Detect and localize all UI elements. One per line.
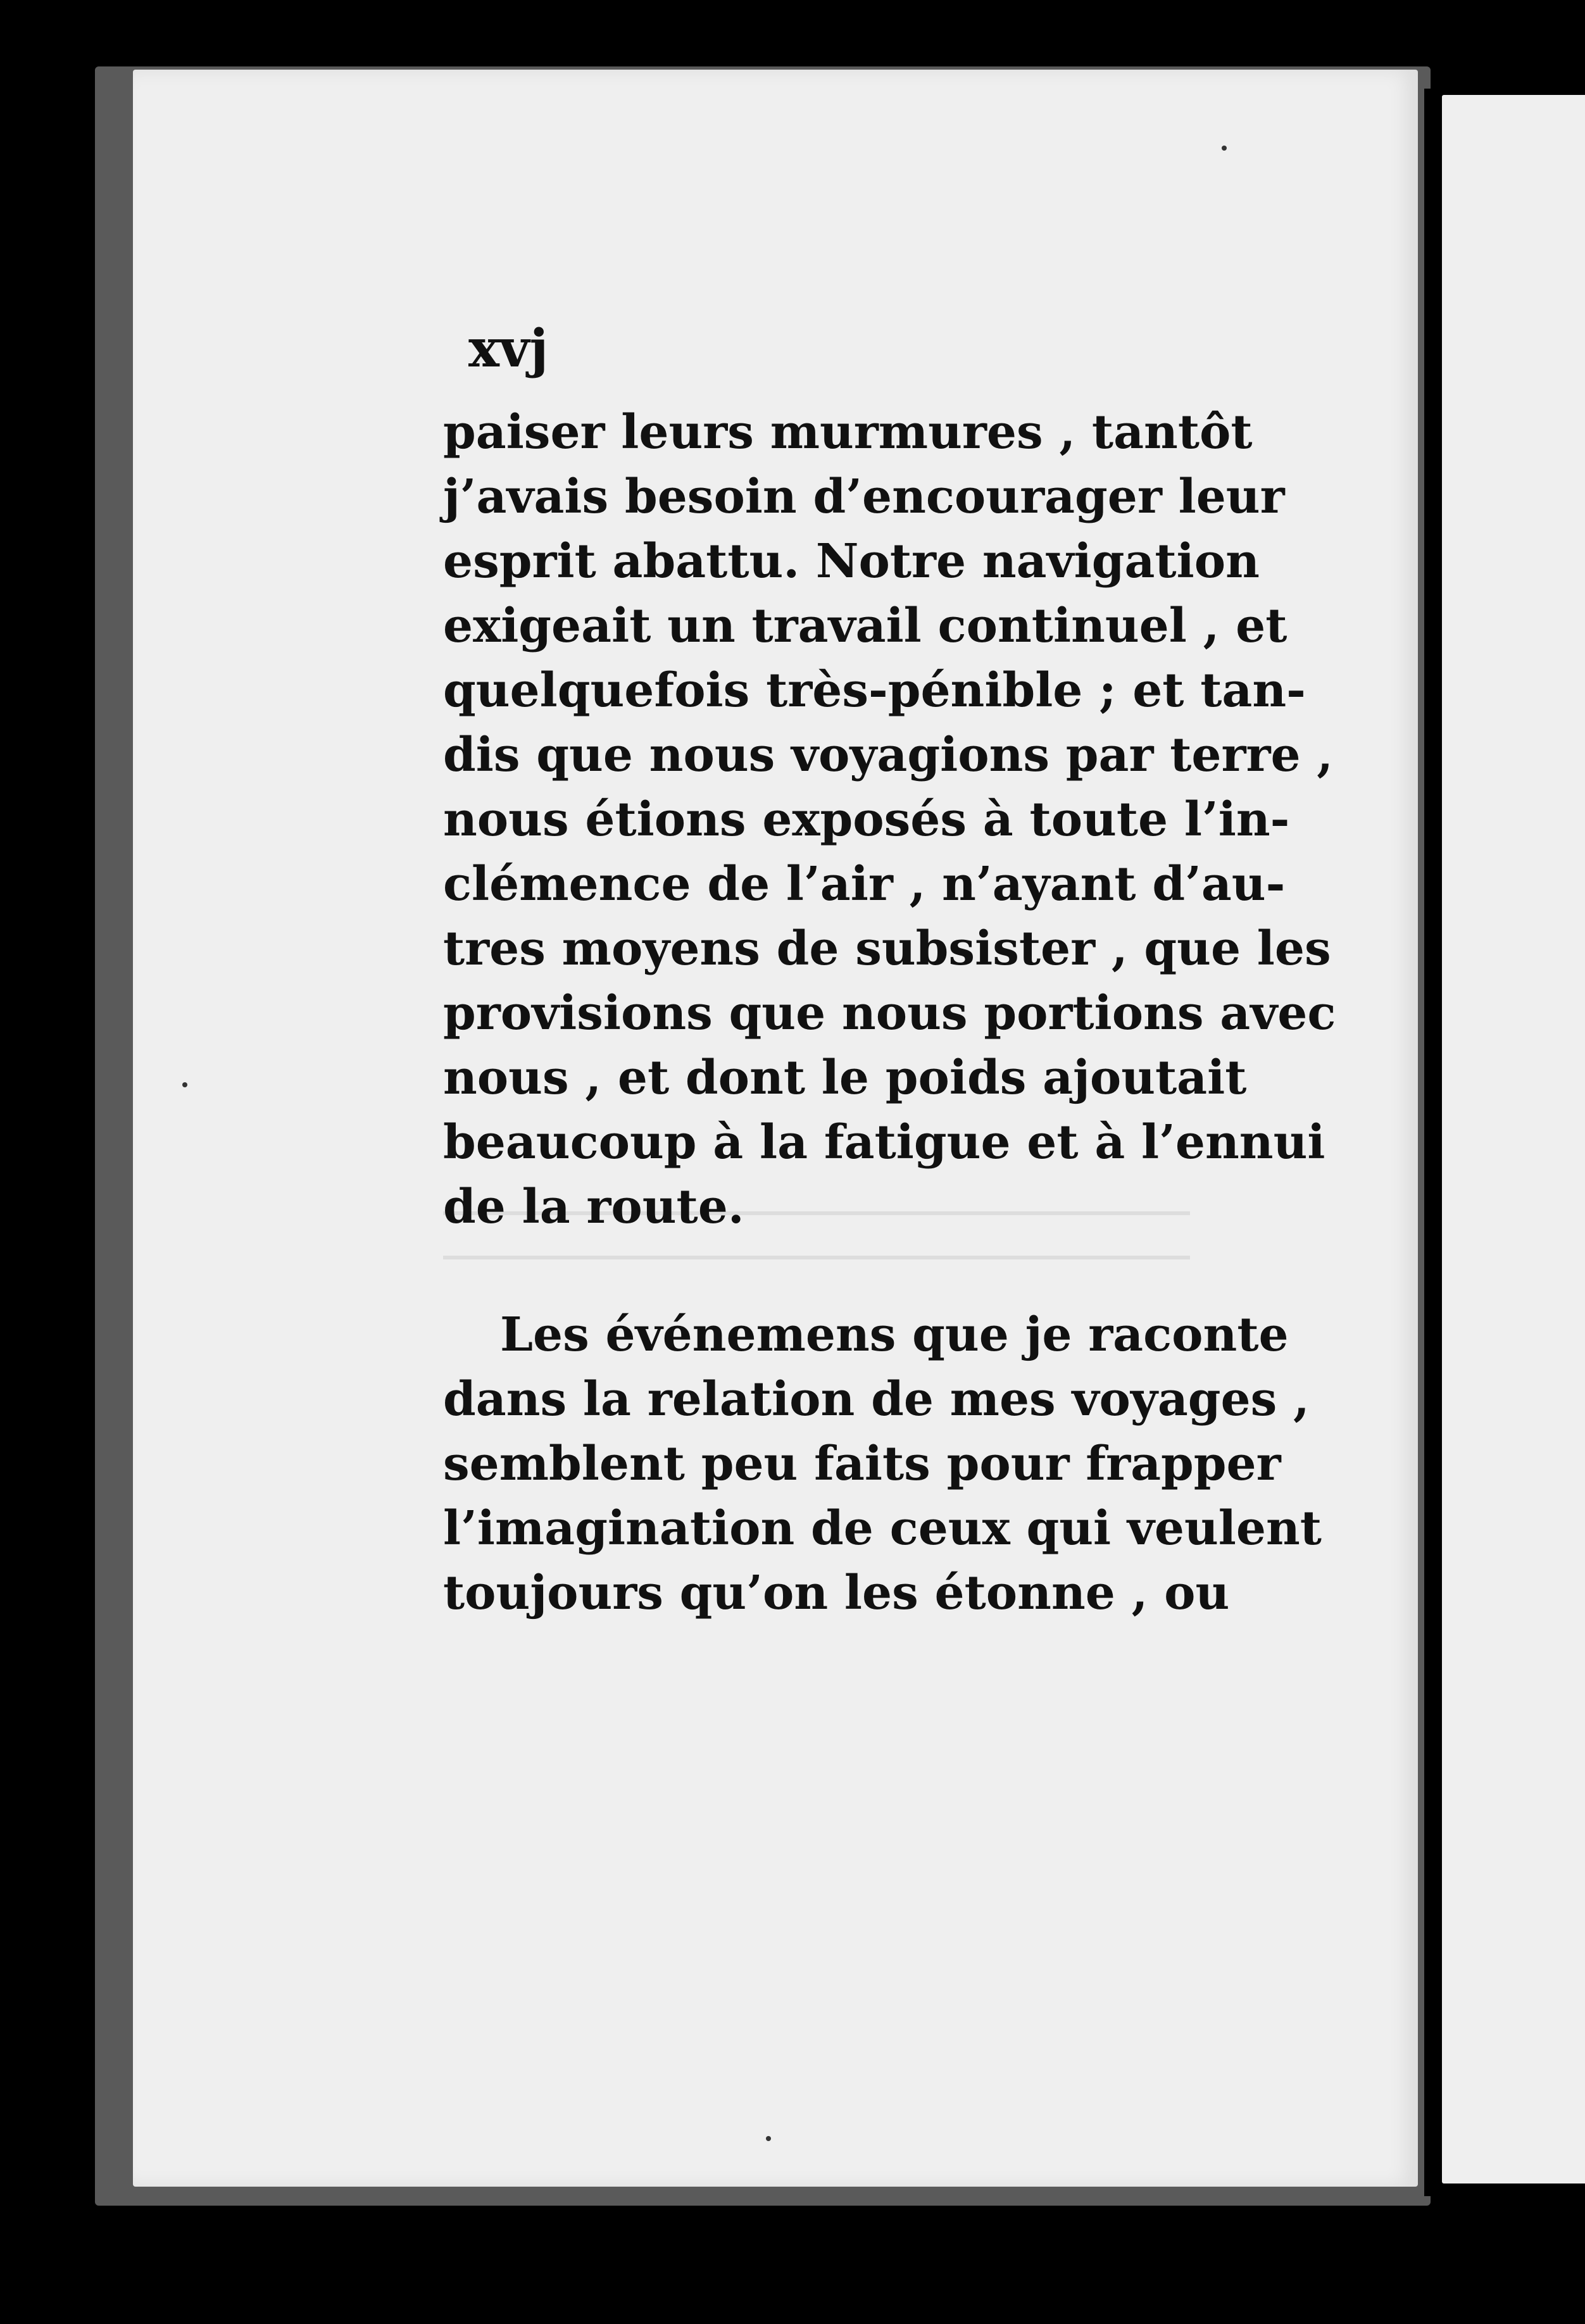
text-line: quelquefois très-pénible ; et tan-: [443, 663, 1306, 718]
text-line: dis que nous voyagions par terre ,: [443, 728, 1334, 782]
paragraph-2: [443, 1303, 1322, 1625]
text-line: beaucoup à la fatigue et à l’ennui: [443, 1115, 1325, 1170]
text-line: l’imagination de ceux qui veulent: [443, 1501, 1322, 1556]
page-number: xvj: [468, 318, 549, 379]
text-line: nous étions exposés à toute l’in-: [443, 792, 1290, 847]
text-line: de la route.: [443, 1180, 744, 1234]
text-line: esprit abattu. Notre navigation: [443, 534, 1260, 589]
book-gutter: [1424, 89, 1441, 2196]
paragraph-1: [443, 400, 1336, 1239]
paper-speck: [766, 2136, 771, 2141]
paragraph-gap: [443, 1239, 1190, 1303]
page-text: [443, 316, 1336, 1625]
text-line: provisions que nous portions avec: [443, 986, 1336, 1040]
text-line: j’avais besoin d’encourager leur: [443, 470, 1285, 524]
paper-speck: [1222, 146, 1227, 151]
text-line: Les événemens que je raconte: [500, 1308, 1289, 1362]
paper-speck: [182, 1082, 187, 1087]
text-line: clémence de l’air , n’ayant d’au-: [443, 857, 1286, 911]
text-line: dans la relation de mes voyages ,: [443, 1372, 1310, 1427]
text-line: tres moyens de subsister , que les: [443, 921, 1331, 976]
text-line: nous , et dont le poids ajoutait: [443, 1051, 1247, 1105]
text-line: exigeait un travail continuel , et: [443, 599, 1287, 653]
text-line: paiser leurs murmures , tantôt: [443, 405, 1253, 459]
text-line: semblent peu faits pour frapper: [443, 1437, 1281, 1491]
text-line: toujours qu’on les étonne , ou: [443, 1566, 1230, 1620]
adjacent-page-edge: [1442, 95, 1585, 2183]
